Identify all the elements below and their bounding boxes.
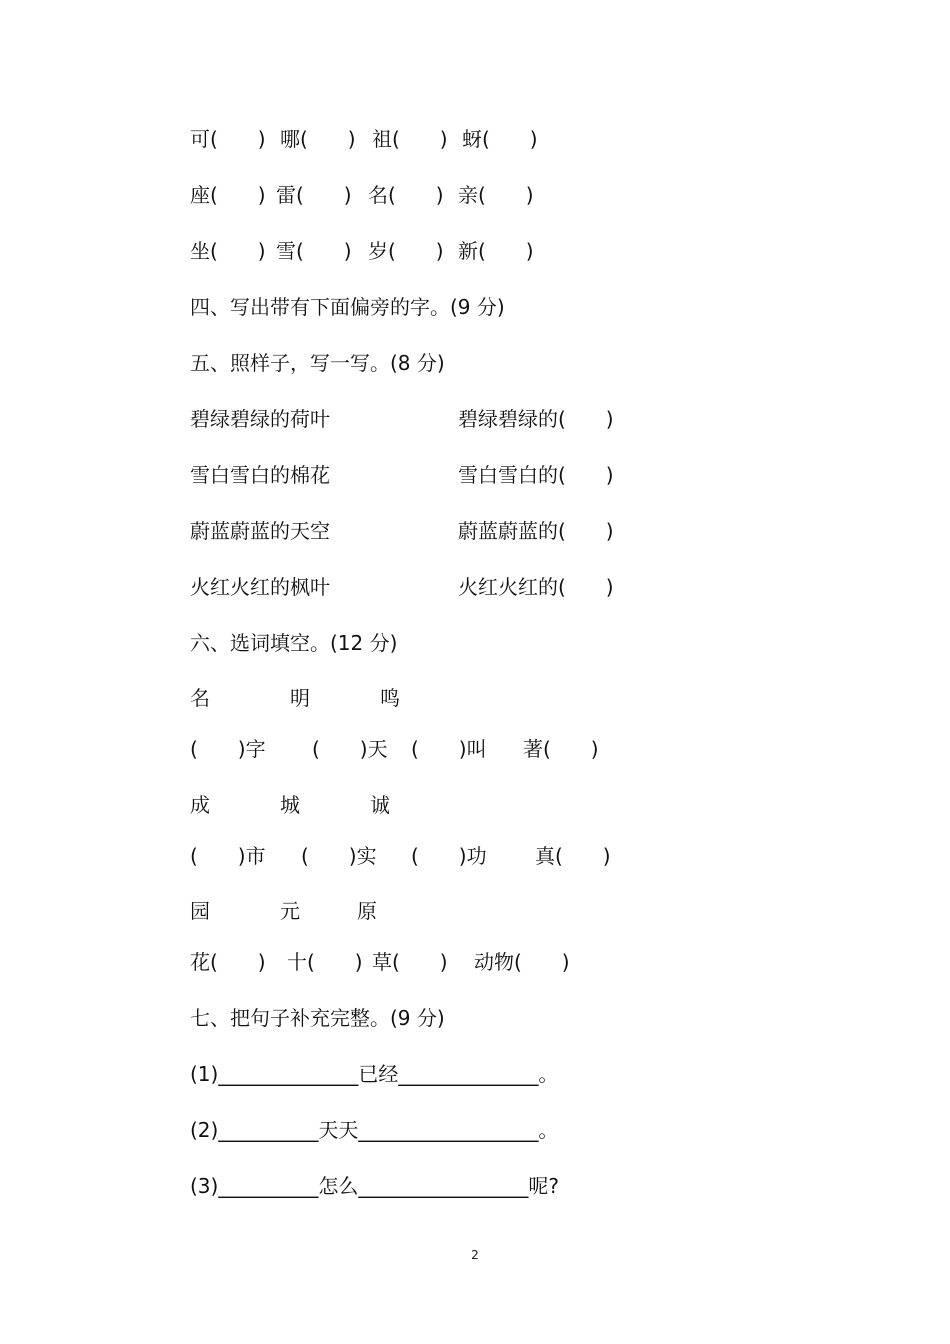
example-phrase: 火红火红的枫叶 bbox=[190, 575, 330, 599]
fill-blank: 草( ) bbox=[372, 950, 448, 974]
word-option: 成 bbox=[190, 793, 210, 817]
fill-blank: 真( ) bbox=[535, 844, 611, 868]
word-option: 鸣 bbox=[380, 686, 400, 710]
char-blank: 蚜( ) bbox=[462, 127, 538, 151]
sentence-3: (3)__________怎么_________________呢? bbox=[190, 1174, 559, 1198]
word-option: 名 bbox=[190, 686, 210, 710]
section7-title: 七、把句子补充完整。(9 分) bbox=[190, 1006, 445, 1030]
page-number: 2 bbox=[471, 1248, 479, 1262]
fill-blank: 动物( ) bbox=[474, 950, 570, 974]
word-option: 元 bbox=[280, 899, 300, 923]
char-blank: 祖( ) bbox=[372, 127, 448, 151]
word-option: 诚 bbox=[370, 793, 390, 817]
fill-blank: ( )市 bbox=[190, 844, 266, 868]
char-blank: 名( ) bbox=[368, 183, 444, 207]
char-blank: 座( ) bbox=[190, 183, 266, 207]
fill-blank: 蔚蓝蔚蓝的( ) bbox=[458, 519, 614, 543]
fill-blank: 著( ) bbox=[523, 737, 599, 761]
example-phrase: 蔚蓝蔚蓝的天空 bbox=[190, 519, 330, 543]
section5-title: 五、照样子，写一写。(8 分) bbox=[190, 351, 445, 375]
fill-blank: 雪白雪白的( ) bbox=[458, 463, 614, 487]
fill-blank: ( )实 bbox=[301, 844, 377, 868]
char-blank: 可( ) bbox=[190, 127, 266, 151]
fill-blank: ( )叫 bbox=[411, 737, 487, 761]
section6-title: 六、选词填空。(12 分) bbox=[190, 631, 398, 655]
char-blank: 新( ) bbox=[458, 239, 534, 263]
char-blank: 亲( ) bbox=[458, 183, 534, 207]
char-blank: 岁( ) bbox=[368, 239, 444, 263]
word-option: 原 bbox=[357, 899, 377, 923]
word-option: 明 bbox=[290, 686, 310, 710]
fill-blank: 十( ) bbox=[287, 950, 363, 974]
section4-title: 四、写出带有下面偏旁的字。(9 分) bbox=[190, 295, 505, 319]
fill-blank: 火红火红的( ) bbox=[458, 575, 614, 599]
fill-blank: ( )字 bbox=[190, 737, 266, 761]
char-blank: 坐( ) bbox=[190, 239, 266, 263]
fill-blank: 碧绿碧绿的( ) bbox=[458, 407, 614, 431]
fill-blank: 花( ) bbox=[190, 950, 266, 974]
char-blank: 雪( ) bbox=[276, 239, 352, 263]
word-option: 园 bbox=[190, 899, 210, 923]
sentence-2: (2)__________天天__________________。 bbox=[190, 1118, 559, 1142]
word-option: 城 bbox=[280, 793, 300, 817]
fill-blank: ( )天 bbox=[312, 737, 388, 761]
fill-blank: ( )功 bbox=[411, 844, 487, 868]
sentence-1: (1)______________已经______________。 bbox=[190, 1062, 559, 1086]
example-phrase: 雪白雪白的棉花 bbox=[190, 463, 330, 487]
char-blank: 哪( ) bbox=[280, 127, 356, 151]
example-phrase: 碧绿碧绿的荷叶 bbox=[190, 407, 330, 431]
char-blank: 雷( ) bbox=[276, 183, 352, 207]
